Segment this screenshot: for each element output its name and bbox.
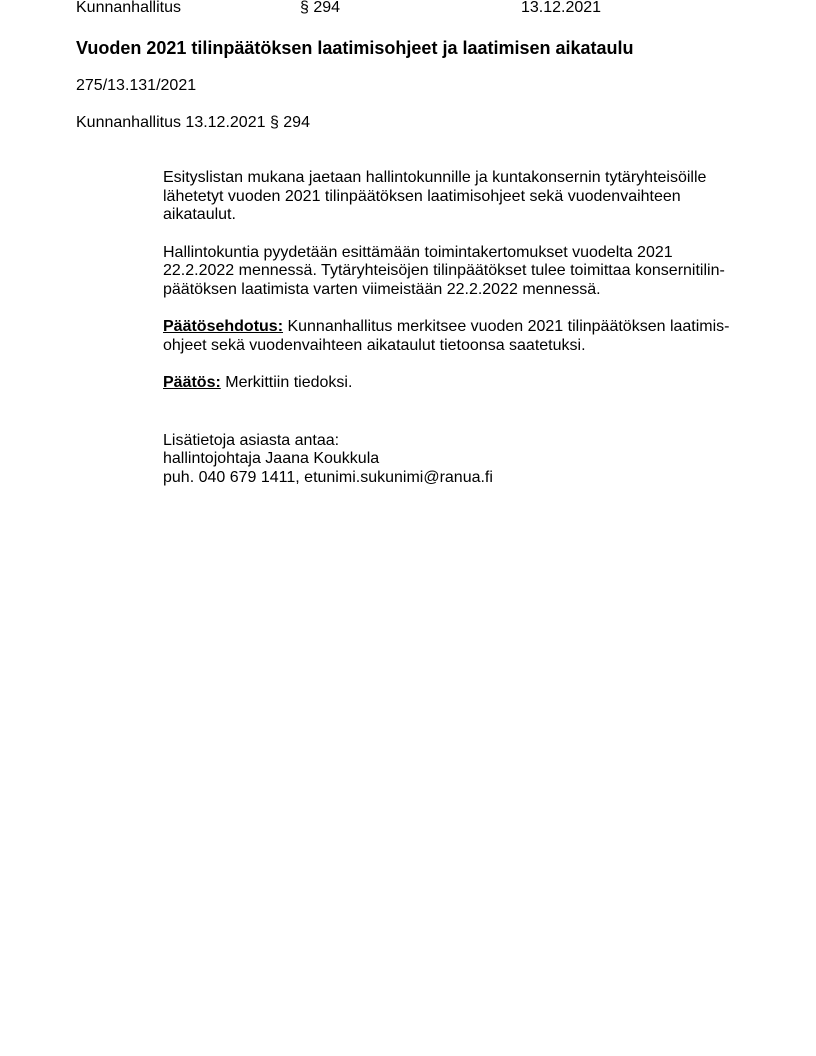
proposal-label: Päätösehdotus: <box>163 318 284 335</box>
contact-phone-email: puh. 040 679 1411, etunimi.sukunimi@ranua.fi <box>163 468 493 486</box>
contact-intro: Lisätietoja asiasta antaa: <box>163 431 340 449</box>
header-date: 13.12.2021 <box>521 0 602 16</box>
paragraph-proposal <box>163 318 753 355</box>
header-body-name: Kunnanhallitus <box>76 0 181 16</box>
proposal-line <box>163 318 753 337</box>
decision-label: Päätös: <box>163 374 221 391</box>
document-title: Vuoden 2021 tilinpäätöksen laatimisohjeet ja laatimisen aikataulu <box>76 38 634 58</box>
paragraph-line: lähetetyt vuoden 2021 tilinpäätöksen laatimisohjeet sekä vuodenvaihteen <box>163 187 681 205</box>
decision-line <box>163 374 753 393</box>
paragraph-decision <box>163 374 753 393</box>
diary-number: 275/13.131/2021 <box>76 77 197 94</box>
paragraph-distribution <box>163 169 753 225</box>
paragraph-line: Esityslistan mukana jaetaan hallintokunnille ja kuntakonsernin tytäryhteisöille <box>163 169 707 186</box>
contact-person: hallintojohtaja Jaana Koukkula <box>163 450 380 467</box>
proposal-line: ohjeet sekä vuodenvaihteen aikataulut tietoonsa saatetuksi. <box>163 336 586 354</box>
paragraph-line: 22.2.2022 mennessä. Tytäryhteisöjen tilinpäätökset tulee toimittaa konsernitilin- <box>163 262 725 279</box>
paragraph-line: aikataulut. <box>163 206 236 223</box>
proposal-text: Kunnanhallitus merkitsee vuoden 2021 tilinpäätöksen laatimis- <box>283 318 730 335</box>
paragraph-line: Hallintokuntia pyydetään esittämään toimintakertomukset vuodelta 2021 <box>163 243 673 261</box>
meeting-reference: Kunnanhallitus 13.12.2021 § 294 <box>76 114 310 131</box>
contact-info <box>163 432 753 488</box>
paragraph-request <box>163 244 753 300</box>
header-section-number: § 294 <box>300 0 341 16</box>
document-header <box>76 0 776 18</box>
paragraph-line: päätöksen laatimista varten viimeistään 22.2.2022 mennessä. <box>163 280 601 298</box>
decision-text: Merkittiin tiedoksi. <box>220 374 353 391</box>
document-body <box>163 169 753 487</box>
